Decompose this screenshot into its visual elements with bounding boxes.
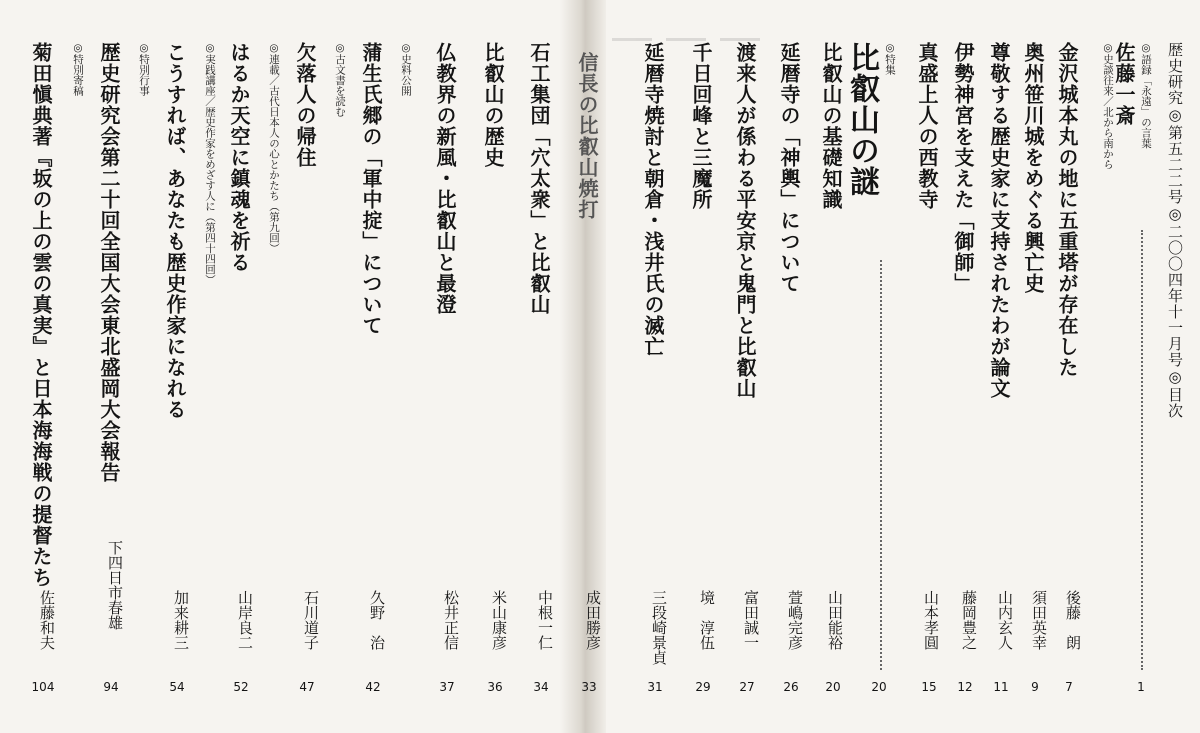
- toc-category-col: [124, 42, 152, 102]
- page-number: 54: [169, 680, 185, 694]
- toc-category: ◎特別行事: [138, 42, 150, 96]
- toc-category: ◎特別寄稿: [72, 42, 84, 96]
- toc-title: 伊勢神宮を支えた「御師」: [951, 42, 975, 294]
- toc-entry[interactable]: [28, 42, 56, 588]
- toc-entry[interactable]: [1020, 42, 1048, 294]
- toc-author: 成田勝彦: [584, 590, 602, 650]
- toc-author: 須田英幸: [1030, 590, 1048, 650]
- page-number: 36: [487, 680, 503, 694]
- toc-category: ◎史談往来／北から南から: [1102, 42, 1114, 170]
- toc-entry[interactable]: [358, 42, 386, 336]
- toc-author: 山岸良二: [236, 590, 254, 650]
- toc-title: 尊敬する歴史家に支持されたわが論文: [987, 42, 1011, 399]
- page-number: 33: [581, 680, 597, 694]
- toc-title: 蒲生氏郷の「軍中掟」について: [359, 42, 383, 336]
- toc-entry[interactable]: [480, 42, 508, 168]
- toc-author: 後藤 朗: [1064, 590, 1082, 650]
- toc-category: ◎古文書を読む: [334, 42, 346, 117]
- toc-title: はるか天空に鎮魂を祈る: [227, 42, 251, 273]
- toc-title: 比叡山の歴史: [481, 42, 505, 168]
- page-number: 9: [1031, 680, 1039, 694]
- toc-author: 山田能裕: [826, 590, 844, 650]
- toc-title: こうすれば、あなたも歴史作家になれる: [163, 42, 187, 420]
- toc-category: ◎史料公開: [400, 42, 412, 96]
- toc-entry[interactable]: [226, 42, 254, 273]
- toc-entry[interactable]: [818, 42, 846, 210]
- toc-title: 千日回峰と三魔所: [689, 42, 713, 210]
- toc-entry[interactable]: [574, 52, 602, 220]
- page-number: 11: [993, 680, 1009, 694]
- toc-title: 歴史研究会第二十回全国大会東北盛岡大会報告: [97, 42, 121, 483]
- toc-author: 山本孝圓: [922, 590, 940, 650]
- toc-category-col: [386, 42, 414, 102]
- page-number: 20: [825, 680, 841, 694]
- toc-category-col: [58, 42, 86, 102]
- toc-category-col: [320, 42, 348, 123]
- toc-author: 萱嶋完彦: [786, 590, 804, 650]
- page-number: 7: [1065, 680, 1073, 694]
- toc-header: 歴史研究◎第五二二号◎二〇〇四年十一月号◎目次: [1166, 42, 1184, 419]
- page-number: 47: [299, 680, 315, 694]
- page-number: 94: [103, 680, 119, 694]
- toc-author: 加来耕三: [172, 590, 190, 650]
- toc-entry[interactable]: [96, 42, 124, 483]
- toc-author: 久野 治: [368, 590, 386, 650]
- toc-title: 金沢城本丸の地に五重塔が存在した: [1055, 42, 1079, 378]
- toc-entry[interactable]: [640, 42, 668, 357]
- page-number: 31: [647, 680, 663, 694]
- page-number: 37: [439, 680, 455, 694]
- dot-leader: [880, 260, 884, 670]
- toc-author: 下四日市春雄: [106, 540, 124, 630]
- page-number: 104: [31, 680, 55, 694]
- toc-entry[interactable]: [688, 42, 716, 210]
- page-number: 26: [783, 680, 799, 694]
- toc-title: 延暦寺焼討と朝倉・浅井氏の滅亡: [641, 42, 665, 357]
- toc-entry[interactable]: [292, 42, 320, 168]
- page-number: 34: [533, 680, 549, 694]
- toc-entry[interactable]: [1112, 42, 1154, 155]
- toc-title: 奥州笹川城をめぐる興亡史: [1021, 42, 1045, 294]
- toc-author: 藤岡豊之: [960, 590, 978, 650]
- page-number: 27: [739, 680, 755, 694]
- toc-title: 石工集団「穴太衆」と比叡山: [527, 42, 551, 315]
- toc-category: ◎語録「永遠」の言葉: [1140, 42, 1152, 149]
- toc-entry[interactable]: [732, 42, 760, 399]
- toc-entry[interactable]: [432, 42, 460, 315]
- toc-entry-feature[interactable]: [844, 42, 898, 197]
- toc-category: ◎特集: [884, 42, 896, 75]
- toc-author: 佐藤和夫: [38, 590, 56, 650]
- page-number: 12: [957, 680, 973, 694]
- toc-entry[interactable]: [950, 42, 978, 294]
- toc-category: ◎実践講座／歴史作家をめざす人に（第四十四回）: [204, 42, 216, 285]
- page-number: 20: [871, 680, 887, 694]
- toc-author: 三段崎景貞: [650, 590, 668, 665]
- toc-author: 米山康彦: [490, 590, 508, 650]
- toc-title: 信長の比叡山焼打: [575, 52, 599, 220]
- toc-title: 菊田愼典著『坂の上の雲の真実』と日本海海戦の提督たち: [29, 42, 53, 588]
- page-number: 52: [233, 680, 249, 694]
- page-number: 15: [921, 680, 937, 694]
- toc-author: 山内玄人: [996, 590, 1014, 650]
- toc-title: 比叡山の基礎知識: [819, 42, 843, 210]
- toc-title: 比叡山の謎: [844, 42, 879, 197]
- page-number: 42: [365, 680, 381, 694]
- toc-title: 真盛上人の西教寺: [915, 42, 939, 210]
- toc-category: ◎連載／古代日本人の心とかたち（第九回）: [268, 42, 280, 254]
- toc-title: 延暦寺の「神輿」について: [777, 42, 801, 294]
- toc-category-col: [190, 42, 218, 291]
- toc-author: 石川道子: [302, 590, 320, 650]
- toc-category-col: [254, 42, 282, 260]
- toc-author: 境 淳伍: [698, 590, 716, 650]
- toc-title: 佐藤一斎: [1112, 42, 1136, 126]
- toc-entry[interactable]: [526, 42, 554, 315]
- toc-entry[interactable]: [1088, 42, 1116, 176]
- page-number: 29: [695, 680, 711, 694]
- toc-entry[interactable]: [914, 42, 942, 210]
- page-number: 1: [1137, 680, 1145, 694]
- toc-entry[interactable]: [776, 42, 804, 294]
- toc-title: 仏教界の新風・比叡山と最澄: [433, 42, 457, 315]
- toc-title: 渡来人が係わる平安京と鬼門と比叡山: [733, 42, 757, 399]
- toc-author: 富田誠一: [742, 590, 760, 650]
- toc-title: 欠落人の帰住: [293, 42, 317, 168]
- toc-author: 中根一仁: [536, 590, 554, 650]
- toc-entry[interactable]: [162, 42, 190, 420]
- toc-author: 松井正信: [442, 590, 460, 650]
- toc-entry[interactable]: [986, 42, 1014, 399]
- dot-leader: [1141, 230, 1145, 670]
- toc-entry[interactable]: [1054, 42, 1082, 378]
